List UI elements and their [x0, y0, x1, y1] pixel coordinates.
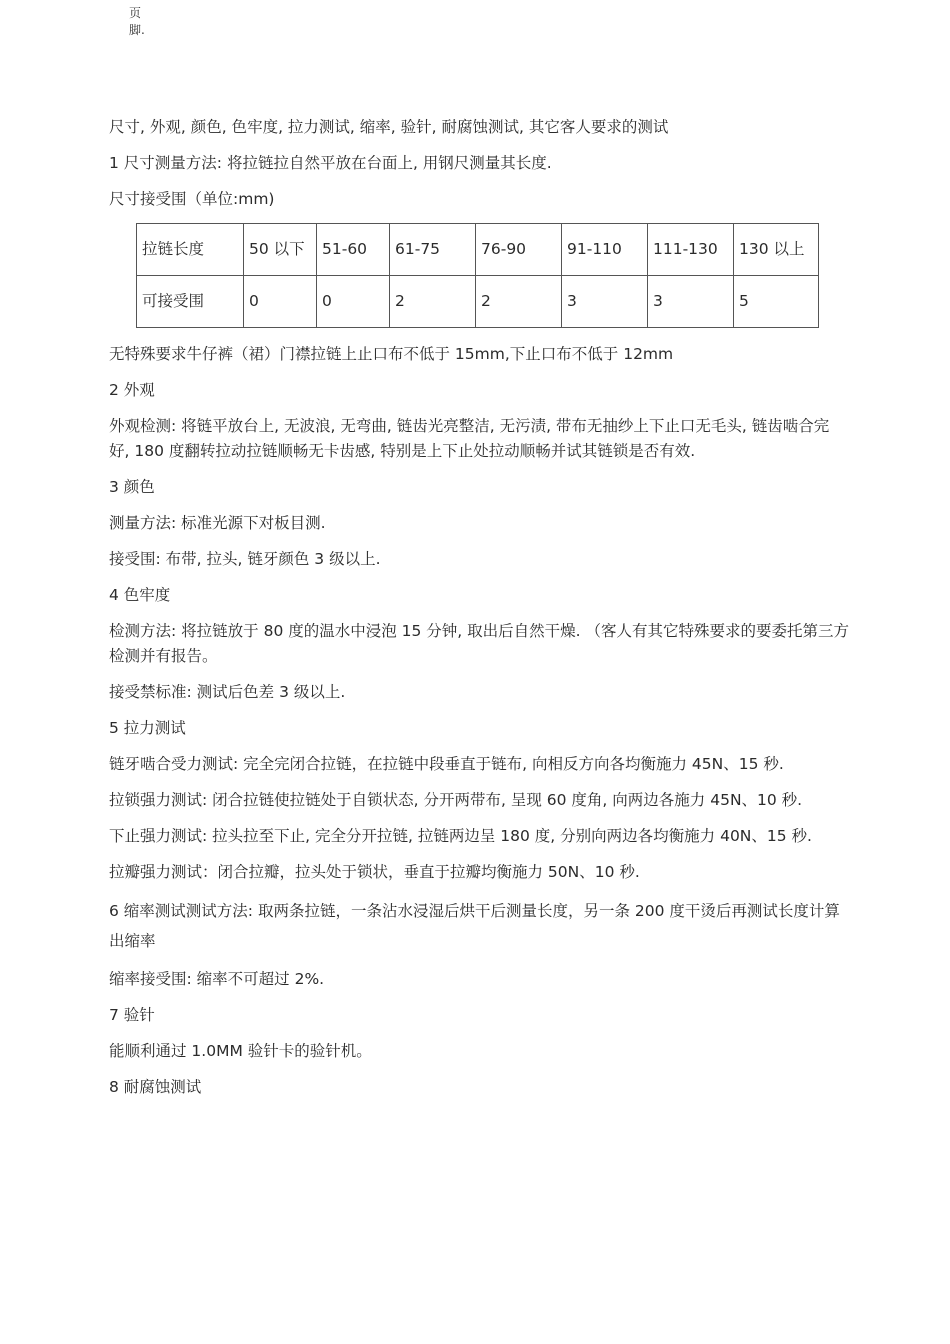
table-cell: 3	[648, 276, 734, 328]
table-cell: 3	[562, 276, 648, 328]
table-row-header: 拉链长度	[137, 224, 244, 276]
tension-item: 拉瓣强力测试：闭合拉瓣，拉头处于锁状，垂直于拉瓣均衡施力 50N、10 秒.	[109, 863, 640, 881]
table-cell: 61-75	[390, 224, 476, 276]
page-footer-label	[129, 5, 145, 39]
color-heading: 3 颜色	[109, 478, 155, 496]
table-cell: 111-130	[648, 224, 734, 276]
table-cell: 0	[317, 276, 390, 328]
shrinkage-text: 6 缩率测试测试方法: 取两条拉链，一条沾水浸湿后烘干后测量长度，另一条 200 度干烫后再测试长度计算出缩率	[109, 902, 840, 950]
footer-line-1: 页	[129, 6, 142, 20]
table-cell: 130 以上	[734, 224, 819, 276]
table-row-header: 可接受围	[137, 276, 244, 328]
size-range-label: 尺寸接受围（单位:mm)	[109, 190, 275, 208]
table-cell: 0	[244, 276, 317, 328]
table-row	[137, 276, 819, 328]
appearance-text: 外观检测: 将链平放台上, 无波浪, 无弯曲, 链齿光亮整洁, 无污渍, 带布无抽纱上下止口无毛头, 链齿啮合完好, 180 度翻转拉动拉链顺畅无卡齿感, 特别是上下止处拉动顺畅并试其链锁是否有效.	[109, 417, 830, 460]
needle-text: 能顺利通过 1.0MM 验针卡的验针机。	[109, 1042, 372, 1060]
tension-heading: 5 拉力测试	[109, 719, 186, 737]
fastness-heading: 4 色牢度	[109, 586, 171, 604]
tension-item: 拉锁强力测试: 闭合拉链使拉链处于自锁状态, 分开两带布, 呈现 60 度角, 向两边各施力 45N、10 秒.	[109, 791, 803, 809]
table-cell: 5	[734, 276, 819, 328]
tension-item: 下止强力测试: 拉头拉至下止, 完全分开拉链, 拉链两边呈 180 度, 分别向两边各均衡施力 40N、15 秒.	[109, 827, 812, 845]
table-cell: 91-110	[562, 224, 648, 276]
table-cell: 50 以下	[244, 224, 317, 276]
color-accept: 接受围: 布带, 拉头, 链牙颜色 3 级以上.	[109, 550, 381, 568]
footer-line-2: 脚.	[129, 23, 145, 37]
table-row	[137, 224, 819, 276]
corrosion-heading: 8 耐腐蚀测试	[109, 1078, 202, 1096]
size-note: 无特殊要求牛仔裤（裙）门襟拉链上止口布不低于 15mm,下止口布不低于 12mm	[109, 345, 674, 363]
intro-paragraph: 尺寸, 外观, 颜色, 色牢度, 拉力测试, 缩率, 验针, 耐腐蚀测试, 其它客人要求的测试	[109, 118, 669, 136]
table-cell: 76-90	[476, 224, 562, 276]
size-method: 1 尺寸测量方法: 将拉链拉自然平放在台面上, 用钢尺测量其长度.	[109, 154, 552, 172]
table-cell: 51-60	[317, 224, 390, 276]
color-method: 测量方法: 标准光源下对板目测.	[109, 514, 326, 532]
shrinkage-accept: 缩率接受围: 缩率不可超过 2%.	[109, 970, 325, 988]
appearance-heading: 2 外观	[109, 381, 155, 399]
size-tolerance-table	[136, 223, 819, 328]
needle-heading: 7 验针	[109, 1006, 155, 1024]
fastness-method: 检测方法: 将拉链放于 80 度的温水中浸泡 15 分钟, 取出后自然干燥. （客人有其它特殊要求的要委托第三方检测并有报告。	[109, 622, 850, 665]
document-body	[109, 115, 849, 1111]
table-cell: 2	[390, 276, 476, 328]
table-cell: 2	[476, 276, 562, 328]
fastness-standard: 接受禁标准: 测试后色差 3 级以上.	[109, 683, 346, 701]
tension-item: 链牙啮合受力测试: 完全完闭合拉链，在拉链中段垂直于链布, 向相反方向各均衡施力 45N、15 秒.	[109, 755, 784, 773]
